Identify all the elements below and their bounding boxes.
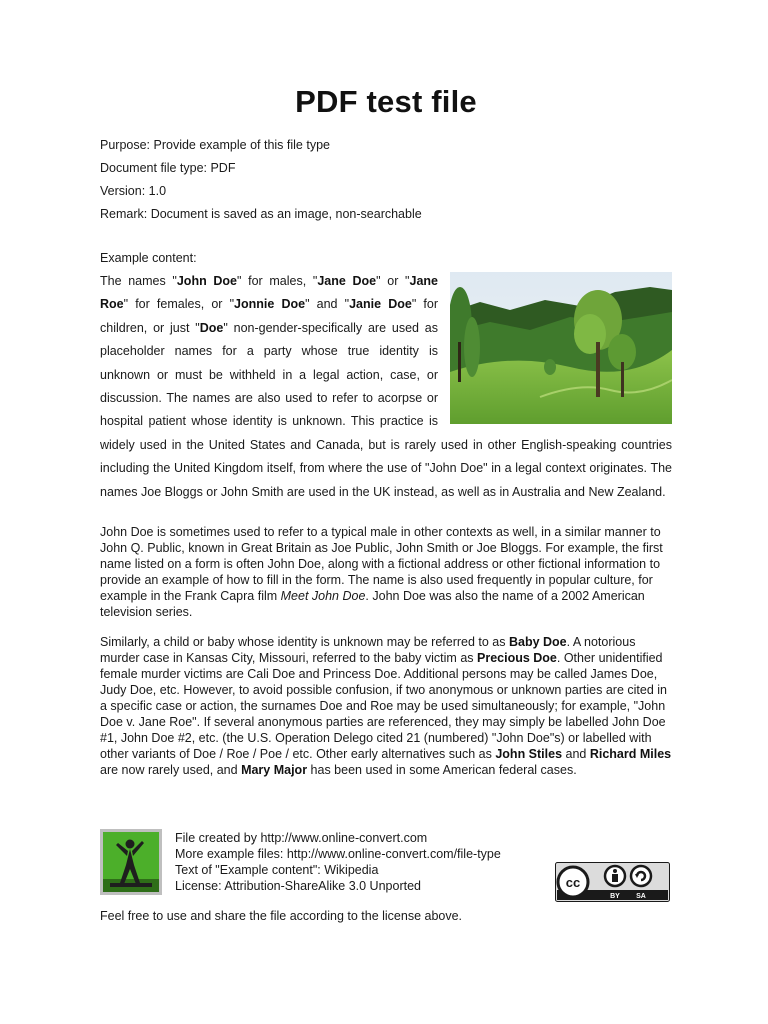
footer-lines — [175, 830, 501, 894]
online-convert-logo — [100, 829, 162, 895]
footer-license: License: Attribution-ShareAlike 3.0 Unported — [175, 879, 421, 893]
cc-by-label: BY — [610, 893, 620, 900]
meta-version: Version: 1.0 — [100, 184, 167, 198]
document-title: PDF test file — [295, 84, 477, 119]
paragraph-1: The names "John Doe" for males, "Jane Doe" or "Jane Roe" for females, or "Jonnie Doe" and "Janie Doe" for children, or just "Doe" non-gender-specifically are used as placeholder names for a party whose true identity is unknown or must be withheld in a legal action, case, or discussion. The names are also used to refer to acorpse or hospital patient whose identity is unknown. This practice is widely used in the United States and Canada, but is rarely used in other English-speaking countries including the United Kingdom itself, from where the use of "John Doe" in a legal context originates. The names Joe Bloggs or John Smith are used in the UK instead, as well as in Australia and New Zealand. — [100, 274, 672, 499]
meta-purpose: Purpose: Provide example of this file type — [100, 138, 330, 152]
meta-file-type: Document file type: PDF — [100, 161, 236, 175]
document-page — [100, 84, 672, 778]
meta-remark: Remark: Document is saved as an image, non-searchable — [100, 207, 422, 221]
document-footer — [100, 829, 672, 899]
section-label: Example content: — [100, 251, 197, 265]
svg-text:cc: cc — [565, 875, 581, 890]
document-meta — [100, 134, 672, 226]
footer-created-by: File created by http://www.online-convert.com — [175, 831, 428, 845]
closing-text: Feel free to use and share the file according to the license above. — [100, 909, 463, 923]
footer-text-source: Text of "Example content": Wikipedia — [175, 863, 379, 877]
footer-more-files: More example files: http://www.online-convert.com/file-type — [175, 847, 501, 861]
cc-sa-label: SA — [636, 893, 646, 900]
paragraph-3: Similarly, a child or baby whose identity is unknown may be referred to as Baby Doe. A notorious murder case in Kansas City, Missouri, referred to the baby victim as Precious Doe. Other unidentified female murder victims are Cali Doe and Princess Doe. Additional persons may be called James Doe, Judy Doe, etc. However, to avoid possible confusion, if two anonymous or unknown parties are cited in a specific case or action, the surnames Doe and Roe may be used simultaneously; for example, "John Doe v. Jane Roe". If several anonymous parties are referenced, they may simply be labelled John Doe #1, John Doe #2, etc. (the U.S. Operation Delego cited 21 (numbered) "John Doe"s) or labelled with other variants of Doe / Roe / Poe / etc. Other early alternatives such as John Stiles and Richard Miles are now rarely used, and Mary Major has been used in some American federal cases. — [100, 635, 672, 778]
cc-license-badge — [555, 862, 670, 902]
paragraph-2: John Doe is sometimes used to refer to a typical male in other contexts as well, in a similar manner to John Q. Public, known in Great Britain as Joe Public, John Smith or Joe Bloggs. For example, the first name listed on a form is often John Doe, along with a fictional address or other fictional information to provide an example of how to fill in the form. The name is also used frequently in popular culture, for example in the Frank Capra film Meet John Doe. John Doe was also the name of a 2002 American television series. — [100, 525, 663, 620]
landscape-photo — [450, 272, 672, 424]
